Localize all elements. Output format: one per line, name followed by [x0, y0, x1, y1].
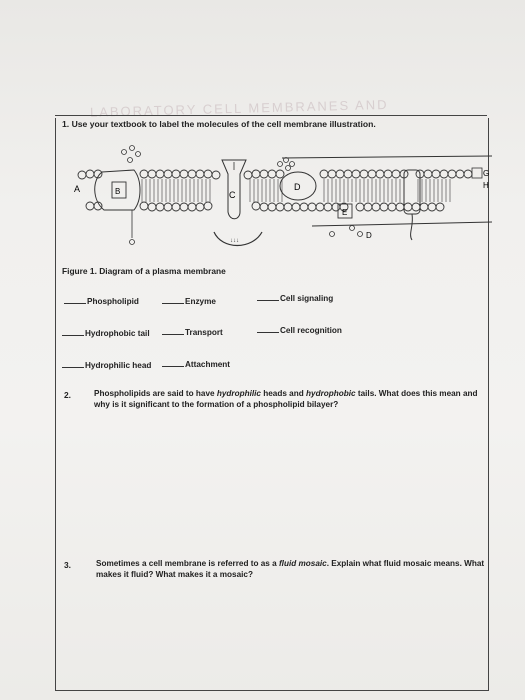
question-1	[62, 119, 376, 129]
term-phospholipid[interactable]: Phospholipid	[64, 297, 139, 306]
answer-blank[interactable]	[162, 303, 184, 304]
term-hydrophilic-head[interactable]: Hydrophilic head	[62, 361, 151, 370]
label-b: B	[115, 187, 121, 196]
figure-caption: Figure 1. Diagram of a plasma membrane	[62, 266, 226, 276]
answer-blank[interactable]	[64, 303, 86, 304]
answer-blank[interactable]	[162, 366, 184, 367]
question-2-text: Phospholipids are said to have hydrophilic heads and hydrophobic tails. What does this mean and why is it significant to the formation of a phospholipid bilayer?	[94, 389, 478, 409]
question-3-number: 3.	[64, 560, 71, 570]
answer-blank[interactable]	[162, 334, 184, 335]
term-attachment[interactable]: Attachment	[162, 360, 230, 369]
label-e: E	[342, 208, 348, 217]
cytoskeleton-bottom	[312, 222, 492, 226]
plasma-membrane-diagram	[62, 140, 492, 260]
label-c: C	[229, 190, 236, 200]
question-1-text: Use your textbook to label the molecules of the cell membrane illustration.	[71, 119, 376, 129]
label-g: G	[483, 169, 490, 178]
cholesterol-g	[472, 168, 482, 178]
small-molecules-top	[122, 146, 141, 163]
bleed-through-text: LABORATORY CELL MEMBRANES AND	[89, 96, 389, 120]
arrows-symbol: ↓↓↓	[230, 238, 239, 244]
protein-f-tail	[411, 214, 413, 240]
term-transport[interactable]: Transport	[162, 328, 223, 337]
term-cell-recognition[interactable]: Cell recognition	[257, 326, 342, 335]
question-1-number: 1.	[62, 119, 70, 129]
term-cell-signaling[interactable]: Cell signaling	[257, 294, 333, 303]
term-enzyme[interactable]: Enzyme	[162, 297, 216, 306]
label-d: D	[294, 182, 301, 192]
small-molecule-bottom	[130, 240, 135, 245]
answer-blank[interactable]	[257, 300, 279, 301]
bottom-lipid-heads	[86, 202, 444, 211]
answer-blank[interactable]	[62, 367, 84, 368]
label-d-small: D	[366, 231, 372, 240]
cytoskeleton-top	[282, 156, 492, 158]
answer-blank[interactable]	[257, 332, 279, 333]
question-3-text: Sometimes a cell membrane is referred to as a fluid mosaic. Explain what fluid mosaic means. What makes it fluid? What makes it a mosaic?	[96, 559, 485, 579]
term-hydrophobic-tail[interactable]: Hydrophobic tail	[62, 329, 150, 338]
label-h: H	[483, 181, 489, 190]
question-2-number: 2.	[64, 390, 71, 400]
glycolipid-chain-bottom	[330, 226, 363, 237]
glycoprotein-chain-top	[278, 158, 295, 171]
label-a: A	[74, 184, 81, 194]
answer-blank[interactable]	[62, 335, 84, 336]
